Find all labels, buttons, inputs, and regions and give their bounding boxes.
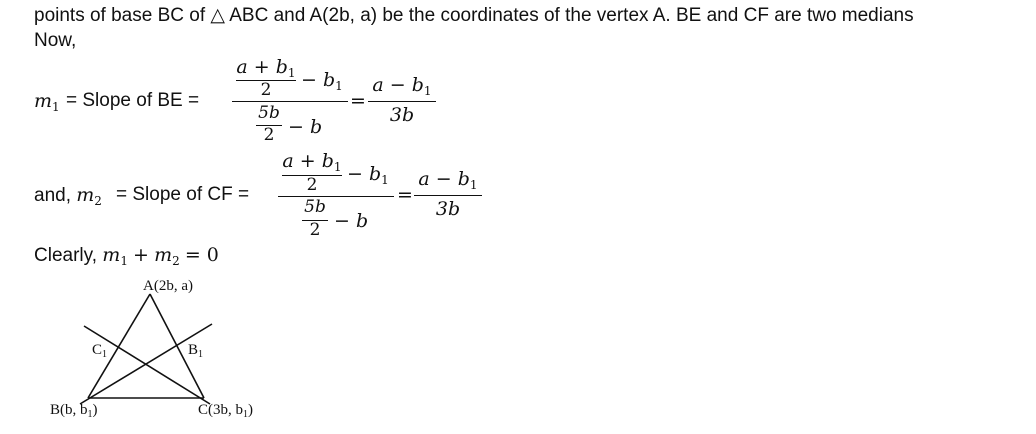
eq2-equals: = — [397, 184, 413, 206]
eq2-result-num: $a - b_1$ — [418, 168, 478, 192]
eq2-result-bar — [414, 195, 482, 196]
eq2-num-top: $a + b_1$ — [282, 150, 342, 174]
eq1-num-top: $a + b_1$ — [236, 56, 296, 80]
label-midpoint-b1: $B_1$ — [188, 342, 204, 360]
conclusion-line: Clearly, $m_1 + m_2 = 0$ — [34, 244, 219, 268]
eq1-main-bar — [232, 101, 348, 102]
eq1-den-minus: − b — [288, 116, 323, 138]
eq2-den-minus: − b — [334, 210, 369, 232]
intro-line-2: Now, — [34, 30, 77, 51]
eq2-den-half: 2 — [309, 220, 321, 240]
eq1-lhs-text: = Slope of BE = — [66, 90, 200, 111]
label-vertex-b: B(b, $b_1$) — [50, 402, 98, 420]
eq1-lhs-var: $m_1$ — [34, 90, 60, 114]
label-vertex-c: C(3b, $b_1$) — [198, 402, 253, 420]
eq1-result-num: $a - b_1$ — [372, 74, 432, 98]
label-midpoint-c1: $C_1$ — [92, 342, 108, 360]
eq1-num-half: 2 — [260, 80, 272, 100]
eq1-result-bar — [368, 101, 436, 102]
eq1-equals: = — [350, 90, 366, 112]
eq1-den-top: 5b — [258, 103, 280, 123]
label-vertex-a: A(2b, a) — [143, 278, 193, 294]
intro-line-1: points of base BC of △ ABC and A(2b, a) be the coordinates of the vertex A. BE and CF are two medians — [34, 5, 914, 26]
eq2-main-bar — [278, 196, 394, 197]
eq1-num-minus: − $b_1$ — [301, 69, 343, 93]
eq2-lhs: and, $m_2$ — [34, 184, 102, 208]
eq1-result-den: 3b — [389, 104, 415, 126]
eq2-den-top: 5b — [304, 197, 326, 217]
eq2-num-half: 2 — [306, 175, 318, 195]
eq1-den-half: 2 — [263, 125, 275, 145]
eq2-num-minus: − $b_1$ — [347, 163, 389, 187]
eq2-lhs-text: = Slope of CF = — [116, 184, 250, 205]
median-cf — [84, 326, 210, 404]
eq2-result-den: 3b — [435, 198, 461, 220]
